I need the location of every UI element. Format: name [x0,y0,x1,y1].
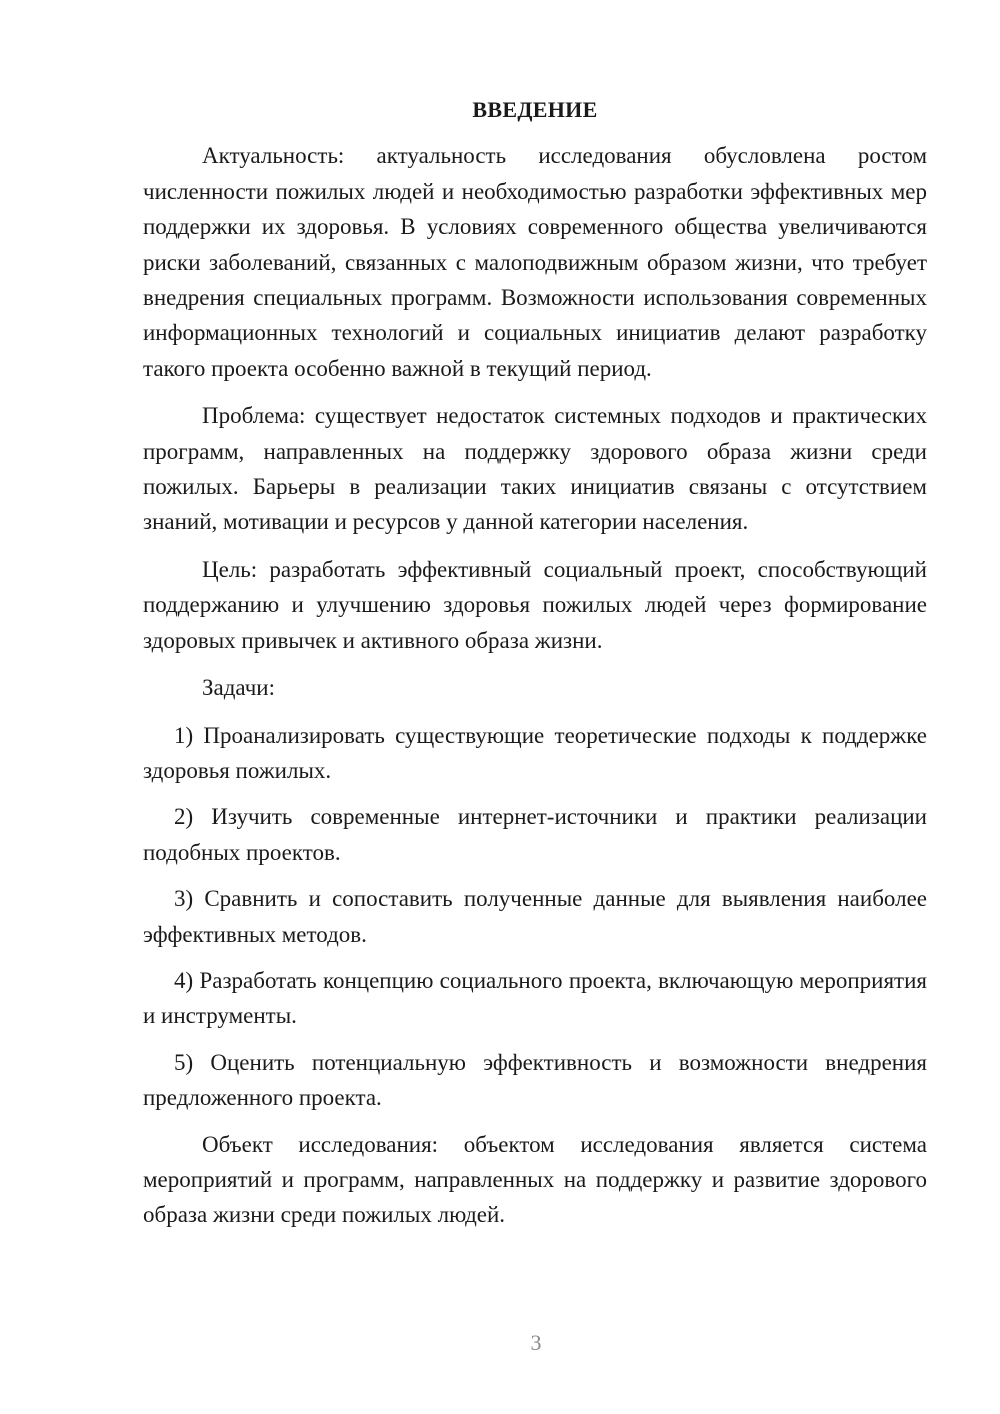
page-number: 3 [530,1330,542,1355]
task-item: 4) Разработать концепцию социального проекта, включающую мероприятия и инструменты. [143,967,927,1029]
task-item: 3) Сравнить и сопоставить полученные данные для выявления наиболее эффективных методов. [143,886,927,947]
page-title: ВВЕДЕНИЕ [472,97,598,122]
goal-paragraph: Цель: разработать эффективный социальный проект, способствующий поддержанию и улучшению здоровья пожилых людей через формирование здоровых привычек и активного образа жизни. [143,556,927,653]
relevance-paragraph: Актуальность: актуальность исследования обусловлена ростом численности пожилых людей и необходимостью разработки эффективных мер поддержки их здоровья. В условиях современного общества увеличиваются риски заболеваний, связанных с малоподвижным образом жизни, что требует внедрения специальных программ. Возможности использования современных информационных технологий и социальных инициатив делают разработку такого проекта особенно важной в текущий период. [143,143,927,381]
task-item: 5) Оценить потенциальную эффективность и возможности внедрения предложенного проекта. [143,1049,927,1111]
page-body [143,92,927,1245]
tasks-heading: Задачи: [202,675,275,701]
object-paragraph: Объект исследования: объектом исследования является система мероприятий и программ, направленных на поддержку и развитие здорового образа жизни среди пожилых людей. [143,1131,927,1228]
task-item: 1) Проанализировать существующие теоретические подходы к поддержке здоровья пожилых. [143,722,927,783]
problem-paragraph: Проблема: существует недостаток системных подходов и практических программ, направленных на поддержку здорового образа жизни среди пожилых. Барьеры в реализации таких инициатив связаны с отсутствием знаний, мотивации и ресурсов у данной категории населения. [143,403,927,535]
task-item: 2) Изучить современные интернет-источники и практики реализации подобных проектов. [143,804,927,865]
